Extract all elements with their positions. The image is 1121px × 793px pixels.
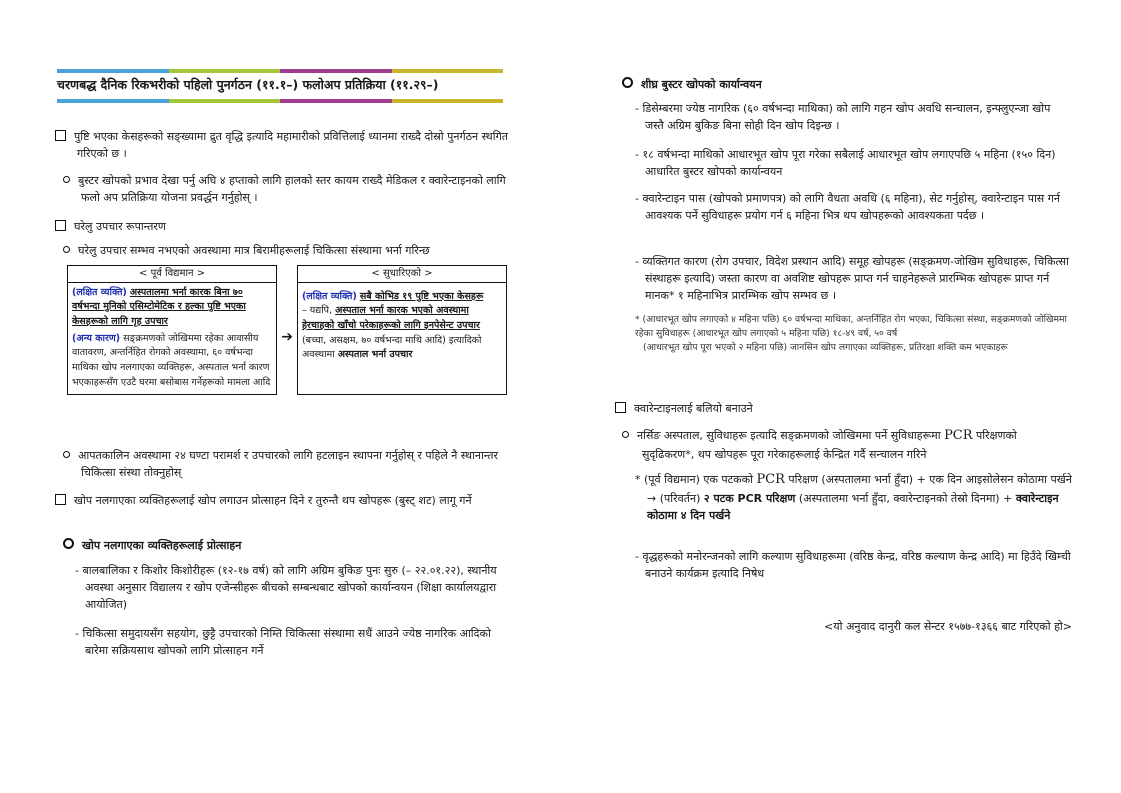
section-postpone	[55, 128, 510, 162]
quarantine-pcr	[622, 426, 1072, 463]
table-header-revised: < सुधारिएको >	[297, 266, 506, 283]
title-top-colorbar	[57, 69, 503, 73]
bullet-text: - डिसेम्बरमा ज्येष्ठ नागरिक (६० वर्षभन्दा माथिका) को लागि गहन खोप अवधि सन्चालन, इन्फ्लुएन्जा खोप जस्तै अग्रिम बुकिङ बिना सोही दिन खोप दिइन्छ ।	[635, 102, 1051, 133]
bar-segment-green	[169, 69, 281, 73]
bar-segment-blue	[57, 69, 169, 73]
quarantine-note	[635, 470, 1072, 524]
footnote-text: * (आधारभूत खोप लगाएको ४ महिना पछि) ६० वर्षभन्दा माथिका, अन्तर्निहित रोग भएका, चिकित्सा संस्था, सङ्क्रमणको जोखिममा रहेका सुविधाहरू (आधारभूत खोप लगाएको ५ महिना पछि) १८-४९ वर्ष, ५० वर्ष	[635, 314, 1067, 339]
circle-bullet-icon	[63, 176, 70, 183]
pcr-label: PCR	[756, 472, 785, 487]
bullet-text: - क्वारेन्टाइन पास (खोपको प्रमाणपत्र) को लागि वैधता अवधि (६ महिना), सेट गर्नुहोस्, क्वारेन्टाइन पास गर्न आवश्यक पर्ने सुविधाहरू प्रयोग गर्न ६ महिना भित्र थप खोपहरूको आवश्यकता पर्दछ ।	[635, 192, 1061, 223]
other-reason-tag: (अन्य कारण)	[72, 332, 121, 344]
subsection-booster	[622, 76, 1072, 93]
checkbox-square-icon	[615, 402, 626, 413]
quarantine-bullet-welfare	[635, 548, 1072, 582]
checkbox-square-icon	[55, 220, 66, 231]
revised-target-text: सबै कोभिड १९ पुष्टि भएका केसहरू	[359, 290, 484, 302]
bullet-text: - वृद्धहरूको मनोरन्जनको लागि कल्याण सुविधाहरूमा (वरिष्ठ केन्द्र, वरिष्ठ कल्याण केन्द्र आदि) मा हिउँदे खिम्ची बनाउने कार्यक्रम इत्यादि निषेध	[635, 550, 1071, 581]
section-vaccination	[55, 492, 510, 509]
section-home-care	[55, 218, 510, 235]
note-text: * (पूर्व विद्यमान) एक पटकको	[635, 473, 753, 486]
encourage-bullet-2	[75, 625, 510, 659]
pcr-label: PCR	[944, 428, 973, 443]
section-text: घरेलु उपचार सम्भव नभएको अवस्थामा मात्र बिरामीहरूलाई चिकित्सा संस्थामा भर्ना गरिन्छ	[78, 244, 430, 257]
circle-bullet-icon	[63, 246, 70, 253]
bar-segment-purple	[280, 99, 392, 103]
bar-segment-gold	[392, 69, 504, 73]
encourage-bullet-1	[75, 562, 510, 613]
table-cell-revised	[297, 282, 506, 394]
section-booster-effect	[63, 172, 510, 206]
note-text: → (परिवर्तन)	[647, 492, 701, 506]
bar-segment-blue	[57, 99, 169, 103]
note-text: (अस्पतालमा भर्ना हुँदा, क्वारेन्टाइनको तेस्रो दिनमा) +	[798, 492, 1013, 506]
target-tag: (लक्षित व्यक्ति)	[301, 290, 357, 302]
bullet-text: - व्यक्तिगत कारण (रोग उपचार, विदेश प्रस्थान आदि) समूह खोपहरू (सङ्क्रमण-जोखिम सुविधाहरू, चिकित्सा संस्थाहरू इत्यादि) जस्ता कारण वा अवशिष्ट खोपहरू प्राप्त गर्न चाहनेहरूले प्रारम्भिक खोपहरू प्राप्त गर्न मानक* १ महिनाभित्र प्रारम्भिक खोप सम्भव छ ।	[635, 255, 1069, 303]
note-bold-text: क्वारेन्टाइन कोठामा ४ दिन पर्खने	[647, 492, 1059, 523]
section-text: आपतकालिन अवस्थामा २४ घण्टा परामर्श र उपचारको लागि हटलाइन स्थापना गर्नुहोस् र पहिले नै स्थानान्तर चिकित्सा संस्था तोक्नुहोस्	[78, 449, 498, 480]
section-heading: घरेलु उपचार रूपान्तरण	[74, 220, 166, 233]
page-title: चरणबद्ध दैनिक रिकभरीको पहिलो पुनर्गठन (११.१–) फलोअप प्रतिक्रिया (११.२९–)	[57, 77, 439, 92]
revised-however: – यद्यपि,	[301, 305, 333, 317]
checkbox-square-icon	[55, 494, 66, 505]
section-quarantine	[615, 400, 1072, 417]
booster-footnote	[635, 313, 1072, 354]
pcr-text: नर्सिङ अस्पताल, सुविधाहरू इत्यादि सङ्क्रमणको जोखिममा पर्ने सुविधाहरूमा	[637, 429, 941, 442]
checkbox-square-icon	[55, 130, 66, 141]
circle-bullet-icon	[622, 431, 629, 438]
note-text: परिक्षण (अस्पतालमा भर्ना हुँदा) + एक दिन आइसोलेसन कोठामा पर्खने	[788, 473, 1072, 486]
subsection-heading: शीघ्र बुस्टर खोपको कार्यान्वयन	[641, 78, 762, 91]
previous-target-text: अस्पतालमा भर्ना कारक बिना ७० वर्षभन्दा मुनिको एसिम्टोमेटिक र हल्का पुष्टि भएका केसहरूको लागि गृह उपचार	[72, 286, 246, 327]
footer-text: <यो अनुवाद दानुरी कल सेन्टर १५७७-१३६६ बाट गरिएको हो>	[824, 620, 1072, 633]
bullet-text: - बालबालिका र किशोर किशोरीहरू (१२-१७ वर्ष) को लागि अग्रिम बुकिङ पुनः सुरु (– २२.०१.२२), स्थानीय अवस्था अनुसार विद्यालय र खोप एजेन्सीहरू बीचको सम्बन्धबाट खोपको कार्यान्वयन (शिक्षा कार्यालयद्वारा आयोजित)	[75, 564, 497, 612]
section-text: पुष्टि भएका केसहरूको सङ्ख्यामा द्रुत वृद्धि इत्यादि महामारीको प्रवित्तिलाई ध्यानमा राख्दै दोस्रो पुनर्गठन स्थगित गरिएको छ ।	[74, 130, 509, 161]
bar-segment-gold	[392, 99, 504, 103]
title-bottom-colorbar	[57, 99, 503, 103]
section-heading: क्वारेन्टाइनलाई बलियो बनाउने	[634, 402, 753, 415]
comparison-table	[67, 265, 507, 395]
booster-bullet-2	[635, 146, 1072, 180]
section-home-care-note	[63, 242, 510, 259]
circle-bullet-icon	[63, 451, 70, 458]
bold-circle-bullet-icon	[622, 77, 633, 88]
arrow-right-icon: ➔	[281, 329, 293, 346]
table-header-previous: < पूर्व विद्यमान >	[68, 266, 277, 283]
subsection-heading: खोप नलगाएका व्यक्तिहरूलाई प्रोत्साहन	[82, 539, 242, 552]
pcr-text: परिक्षणको सुदृढिकरण*, थप खोपहरू पूरा गरेकाहरूलाई केन्द्रित गर्दै सन्चालन गरिने	[642, 429, 1017, 462]
target-tag: (लक्षित व्यक्ति)	[72, 286, 127, 298]
bullet-text: - चिकित्सा समुदायसँग सहयोग, छुट्टै उपचारको निम्ति चिकित्सा संस्थामा सधैं आउने ज्येष्ठ नागरिक आदिको बारेमा सक्रियसाथ खोपको लागि प्रोत्साहन गर्ने	[75, 627, 491, 658]
revised-inpatient-text: अस्पताल भर्ना कारक भएको अवस्थामा हेरचाहको खाँचो परेकाहरूको लागि इनपेसेन्ट उपचार	[301, 305, 480, 331]
translation-footer	[760, 618, 1072, 635]
section-hotline	[63, 447, 510, 481]
section-text: खोप नलगाएका व्यक्तिहरूलाई खोप लगाउन प्रोत्साहन दिने र तुरुन्तै थप खोपहरू (बुस्ट् शट) लागू गर्ने	[74, 494, 472, 507]
bar-segment-green	[169, 99, 281, 103]
booster-bullet-3	[635, 190, 1072, 224]
booster-bullet-4	[635, 253, 1072, 304]
revised-hospital-text: अस्पताल भर्ना उपचार	[337, 349, 413, 361]
bar-segment-purple	[280, 69, 392, 73]
bold-circle-bullet-icon	[63, 538, 74, 549]
other-reason-text: सङ्क्रमणको जोखिममा रहेका आवासीय वातावरण, अन्तर्निहित रोगको अवस्थामा, ६० वर्षभन्दा माथिका खोप नलगाएका व्यक्तिहरू, अस्पताल भर्ना कारण भएकाहरूसँग एउटै घरमा बसोबास गर्नेहरूको मामला आदि	[72, 332, 271, 388]
revised-condition-text: (बच्चा, असक्षम, ७० वर्षभन्दा माथि आदि) इत्यादिको अवस्थामा	[301, 334, 482, 361]
booster-bullet-1	[635, 100, 1072, 134]
bullet-text: - १८ वर्षभन्दा माथिको आधारभूत खोप पूरा गरेका सबैलाई आधारभूत खोप लगाएपछि ५ महिना (१५० दिन) आधारित बुस्टर खोपको कार्यान्वयन	[635, 148, 1056, 179]
footnote-text: (आधारभूत खोप पूरा भएको २ महिना पछि) जानसिन खोप लगाएका व्यक्तिहरू, प्रतिरक्षा शक्ति कम भएकाहरू	[643, 341, 1008, 353]
section-text: बुस्टर खोपको प्रभाव देखा पर्नु अघि ४ हप्ताको लागि हालको स्तर कायम राख्दै मेडिकल र क्वारेन्टाइनको लागि फलो अप प्रतिक्रिया योजना प्रवर्द्धन गर्नुहोस् ।	[78, 174, 506, 205]
subsection-encourage	[63, 537, 510, 554]
note-bold-text: २ पटक PCR परिक्षण	[703, 492, 796, 506]
table-cell-previous	[68, 282, 277, 394]
